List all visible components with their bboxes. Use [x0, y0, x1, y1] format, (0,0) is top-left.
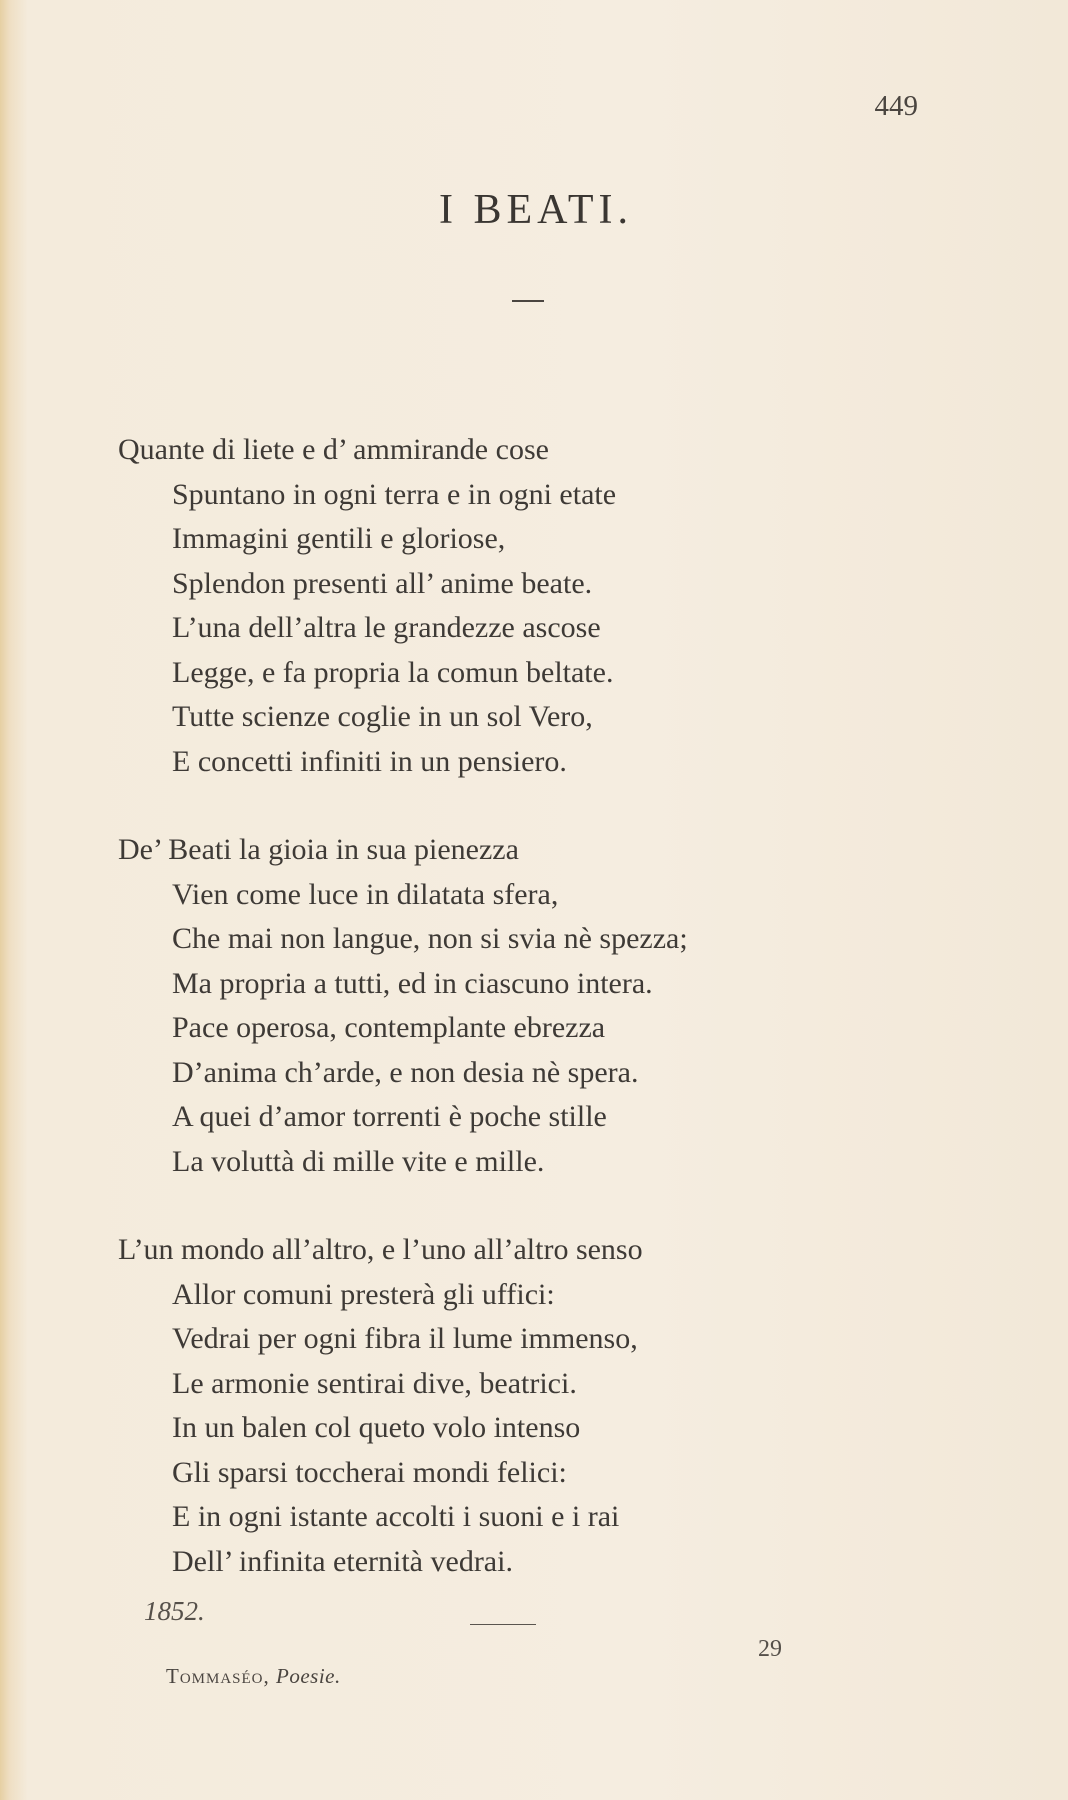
- stanza-2: [118, 828, 938, 1184]
- verse-line: Che mai non langue, non si svia nè spezza;: [172, 922, 688, 955]
- verse-line: Ma propria a tutti, ed in ciascuno intera.: [172, 966, 653, 1000]
- verse-line: A quei d’amor torrenti è poche stille: [172, 1100, 607, 1133]
- poem-date: 1852.: [144, 1596, 205, 1626]
- verse-line: E concetti infiniti in un pensiero.: [172, 744, 567, 778]
- verse-line: In un balen col queto volo intenso: [172, 1411, 581, 1444]
- stanza-1: [118, 428, 938, 784]
- verse-line: Quante di liete e d’ ammirande cose: [118, 433, 549, 466]
- verse-line: L’una dell’altra le grandezze ascose: [172, 611, 601, 644]
- verse-line: Allor comuni presterà gli uffici:: [172, 1277, 555, 1311]
- footer: [166, 1664, 341, 1689]
- verse-line: Vien come luce in dilatata sfera,: [172, 877, 559, 911]
- verse-line: Vedrai per ogni fibra il lume immenso,: [172, 1322, 638, 1355]
- verse-line: L’un mondo all’altro, e l’uno all’altro senso: [118, 1233, 643, 1266]
- verse-line: Spuntano in ogni terra e in ogni etate: [172, 477, 617, 511]
- title-divider: [512, 300, 544, 302]
- poem-title: I BEATI.: [439, 187, 633, 233]
- end-divider: [470, 1624, 536, 1625]
- verse-line: E in ogni istante accolti i suoni e i rai: [172, 1500, 620, 1533]
- page-number: 449: [874, 90, 918, 122]
- footer-separator: ,: [263, 1664, 270, 1688]
- verse-line: Legge, e fa propria la comun beltate.: [172, 655, 614, 689]
- verse-line: Splendon presenti all’ anime beate.: [172, 566, 593, 600]
- verse-line: D’anima ch’arde, e non desia nè spera.: [172, 1055, 639, 1089]
- footer-work: Poesie.: [276, 1664, 341, 1688]
- verse-line: Gli sparsi toccherai mondi felici:: [172, 1455, 567, 1489]
- signature-mark: 29: [758, 1636, 782, 1662]
- verse-line: Dell’ infinita eternità vedrai.: [172, 1544, 513, 1578]
- verse-line: La voluttà di mille vite e mille.: [172, 1144, 545, 1178]
- stanza-3: [118, 1228, 938, 1584]
- footer-author: Tommaséo: [166, 1664, 264, 1688]
- verse-line: Immagini gentili e gloriose,: [172, 522, 506, 555]
- verse-line: Pace operosa, contemplante ebrezza: [172, 1011, 606, 1044]
- verse-line: Le armonie sentirai dive, beatrici.: [172, 1366, 577, 1400]
- verse-line: Tutte scienze coglie in un sol Vero,: [172, 700, 593, 733]
- verse-line: De’ Beati la gioia in sua pienezza: [118, 833, 519, 866]
